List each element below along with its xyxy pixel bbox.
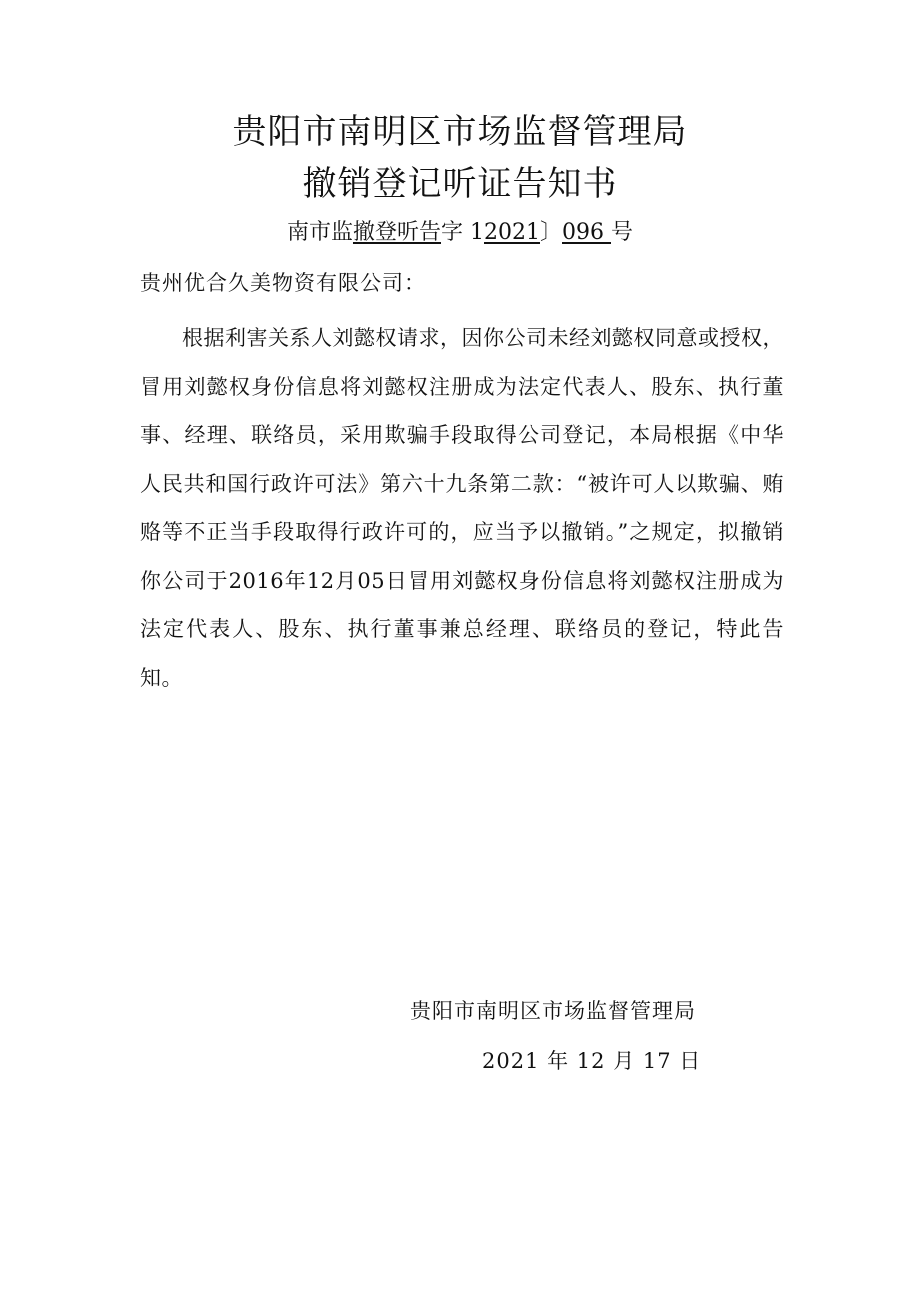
doc-number-year: 2021 xyxy=(484,220,540,245)
recipient: 贵州优合久美物资有限公司： xyxy=(140,271,426,295)
document-number xyxy=(0,218,920,248)
doc-number-suffix: 号 xyxy=(611,220,634,245)
doc-number-bracket: 〕 xyxy=(540,220,563,245)
document-title-org: 贵阳市南明区市场监督管理局 xyxy=(232,112,688,152)
doc-number-category: 撤登听告 xyxy=(352,220,441,245)
body-paragraph: 根据利害关系人刘懿权请求，因你公司未经刘懿权同意或授权，冒用刘懿权身份信息将刘懿权注册成为法定代表人、股东、执行董事、经理、联络员，采用欺骗手段取得公司登记，本局根据《中华人民共和国行政许可法》第六十九条第二款：“被许可人以欺骗、贿赂等不正当手段取得行政许可的，应当予以撤销。”之规定，拟撤销你公司于2016年12月05日冒用刘懿权身份信息将刘懿权注册成为法定代表人、股东、执行董事兼总经理、联络员的登记，特此告知。 xyxy=(140,326,784,690)
signature-organization: 贵阳市南明区市场监督管理局 xyxy=(410,999,696,1023)
doc-number-serial: 096 xyxy=(562,220,611,245)
doc-number-middle: 字 1 xyxy=(441,220,484,245)
document-title: 撤销登记听证告知书 xyxy=(302,164,618,204)
doc-number-prefix: 南市监 xyxy=(286,220,353,245)
signature-date: 2021 年 12 月 17 日 xyxy=(482,1049,702,1073)
